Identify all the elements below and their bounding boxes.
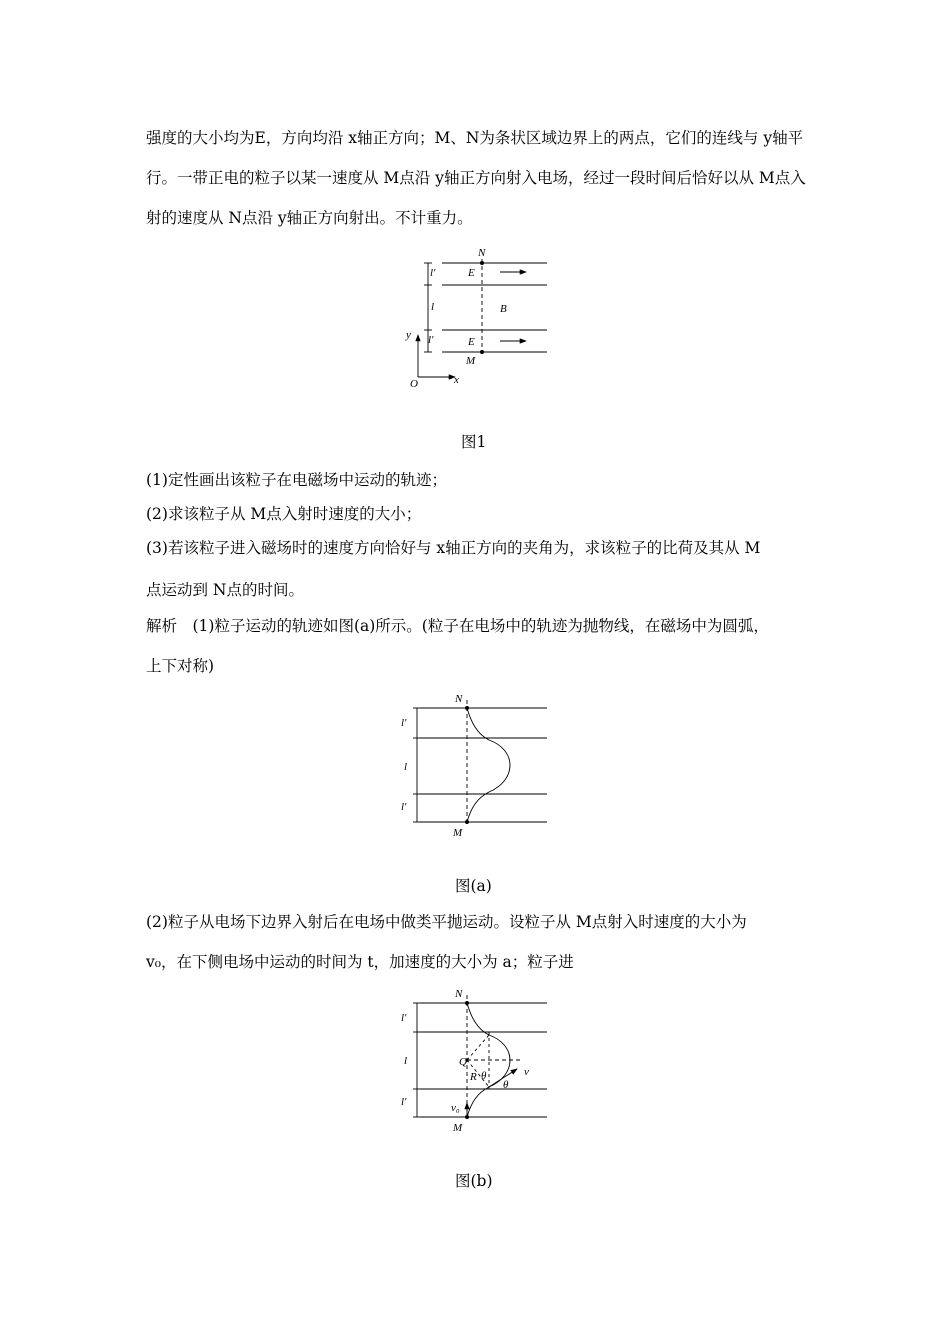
label-l-prime-top: l′ — [430, 267, 436, 279]
solution-part-1-line-1: 解析 (1)粒子运动的轨迹如图(a)所示。(粒子在电场中的轨迹为抛物线，在磁场中为圆弧， — [146, 617, 769, 635]
label-l: l — [404, 761, 408, 773]
point-n — [465, 1001, 469, 1005]
label-n: N — [478, 247, 486, 259]
label-m: M — [453, 827, 463, 839]
label-l-prime-top: l′ — [401, 717, 407, 729]
label-l-prime-top: l′ — [401, 1012, 407, 1024]
solution-part-1-line-2: 上下对称) — [146, 657, 215, 675]
label-x: x — [454, 374, 459, 386]
question-1: (1)定性画出该粒子在电磁场中运动的轨迹； — [146, 471, 447, 489]
point-n — [465, 706, 469, 710]
label-q: Q — [459, 1056, 467, 1068]
label-o: O — [410, 378, 418, 390]
label-theta-1: θ — [481, 1070, 487, 1082]
question-3-line-2: 点运动到 N点的时间。 — [146, 581, 304, 599]
figure-b-caption: 图(b) — [455, 1172, 493, 1190]
radius-line — [467, 1035, 489, 1060]
label-b: B — [500, 303, 507, 315]
figure-a-diagram — [395, 688, 555, 838]
label-y: y — [406, 329, 411, 341]
point-m — [480, 350, 484, 354]
label-l-prime-bottom: l′ — [401, 1096, 407, 1108]
label-e-bottom: E — [468, 336, 475, 348]
label-v: v — [524, 1066, 529, 1078]
solution-part-2-line-2: v₀，在下侧电场中运动的时间为 t，加速度的大小为 a；粒子进 — [146, 953, 574, 971]
question-3-line-1: (3)若该粒子进入磁场时的速度方向恰好与 x轴正方向的夹角为，求该粒子的比荷及其从 M — [146, 539, 761, 557]
label-l: l — [404, 1055, 408, 1067]
label-r: R — [470, 1071, 477, 1083]
label-theta-2: θ — [503, 1079, 509, 1091]
label-n: N — [455, 988, 463, 1000]
intro-paragraph: 强度的大小均为E，方向均沿 x轴正方向；M、N为条状区域边界上的两点，它们的连线与 y轴平行。一带正电的粒子以某一速度从 M点沿 y轴正方向射入电场，经过一段时间后恰好以从 M点入射的速度从 N点沿 y轴正方向射出。不计重力。 — [146, 129, 806, 227]
question-2: (2)求该粒子从 M点入射时速度的大小； — [146, 505, 422, 523]
figure-1-caption: 图1 — [461, 433, 487, 451]
label-l-prime-bottom: l′ — [401, 801, 407, 813]
label-e-top: E — [468, 267, 475, 279]
figure-a-caption: 图(a) — [455, 877, 492, 895]
label-n: N — [455, 693, 463, 705]
label-l-prime-bottom: l′ — [428, 334, 434, 346]
point-m — [465, 820, 469, 824]
trajectory-path — [467, 708, 510, 822]
solution-part-2-line-1: (2)粒子从电场下边界入射后在电场中做类平抛运动。设粒子从 M点射入时速度的大小为 — [146, 913, 747, 931]
point-m — [465, 1115, 469, 1119]
label-l: l — [431, 301, 435, 313]
figure-1-diagram — [400, 245, 560, 390]
figure-b-diagram — [395, 983, 555, 1138]
label-m: M — [453, 1122, 463, 1134]
label-v0: v₀ — [451, 1102, 460, 1114]
label-m: M — [466, 355, 476, 367]
point-n — [480, 261, 484, 265]
